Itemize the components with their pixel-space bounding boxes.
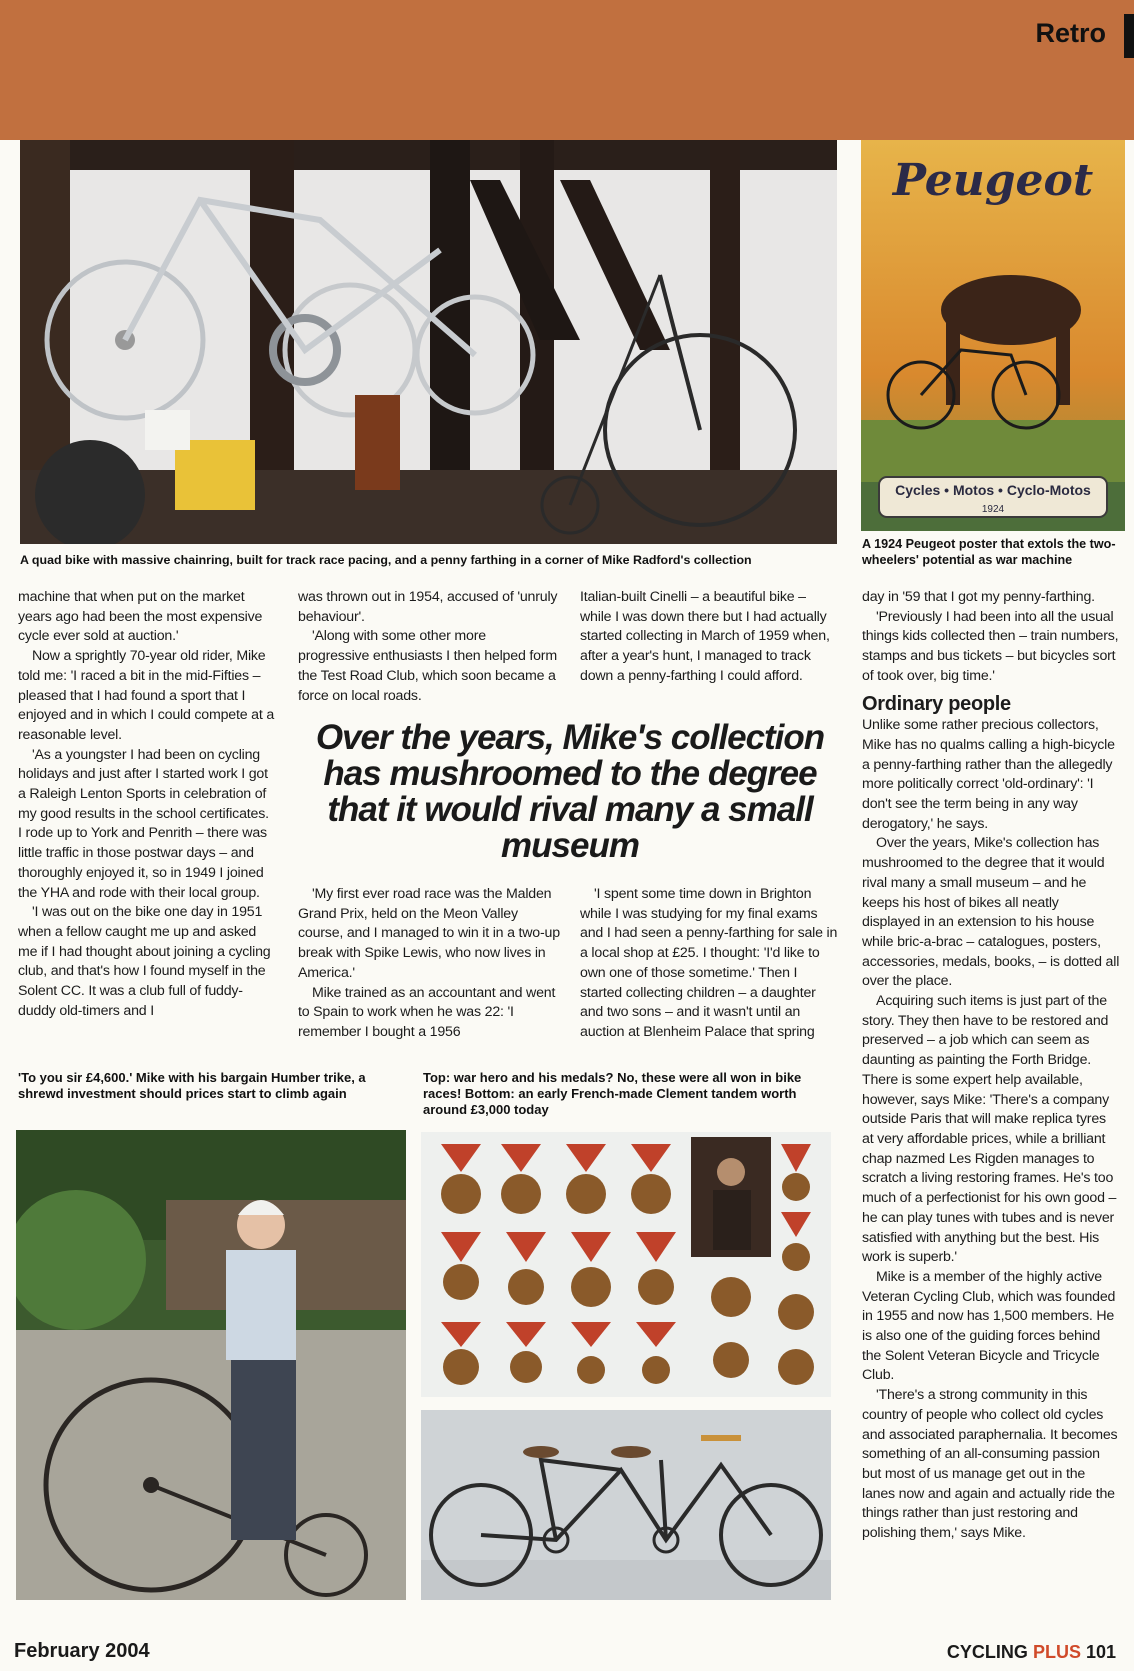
man-with-bike-photo xyxy=(16,1130,406,1600)
column-2-top xyxy=(298,588,558,706)
col1-para-2: Now a sprightly 70-year old rider, Mike told me: 'I raced a bit in the mid-Fifties – pleased that I had found a sport that I enjoyed and in which I could compete at a reasonable level. xyxy=(18,648,275,743)
medals-photo xyxy=(421,1132,831,1397)
col4-para-5: Acquiring such items is just part of the story. They then have to be restored and preserved – a job which can seem as daunting as painting the Forth Bridge. There is some expert help available, however, says Mike: 'There's a company outside Paris that will make replica tyres at very affordable prices, while a brilliant chap nazmed Les Rigden manages to scratch a living restoring frames. He's too much of a perfectionist for his own good – he can play tunes with tubes and is never satisfied with anything but the best. His work is superb.' xyxy=(862,993,1117,1266)
header-band xyxy=(0,0,1134,140)
peugeot-logo-text: Peugeot xyxy=(892,155,1094,206)
column-4 xyxy=(862,588,1120,1544)
col4-para-7: 'There's a strong community in this country of people who collect old cycles and associated paraphernalia. It becomes something of an all-consuming passion but most of us manage get out in the lanes now and again and actually ride the things rather than just restoring and polishing them,' says Mike. xyxy=(862,1387,1118,1542)
section-tag: Retro xyxy=(1035,18,1106,48)
col4-para-4: Over the years, Mike's collection has mushroomed to the degree that it would rival many a small museum – and he keeps his host of bikes all neatly displayed in an extension to his house while bric-a-brac – catalogues, posters, accessories, medals, books, – is dotted all over the place. xyxy=(862,835,1120,990)
col1-para-4: 'I was out on the bike one day in 1951 when a fellow caught me up and asked me if I had thought about joining a cycling club, and that's how I found myself in the Solent CC. It was a club full of fuddy-duddy old-timers and I xyxy=(18,904,271,1019)
subheading-ordinary-people: Ordinary people xyxy=(862,692,1011,715)
col1-para-1: machine that when put on the market years ago had been the most expensive cycle ever sold at auction.' xyxy=(18,589,263,645)
caption-humber: 'To you sir £4,600.' Mike with his bargain Humber trike, a shrewd investment should prices start to climb again xyxy=(18,1070,366,1101)
caption-peugeot: A 1924 Peugeot poster that extols the two-wheelers' potential as war machine xyxy=(862,537,1116,567)
col4-para-6: Mike is a member of the highly active Veteran Cycling Club, which was founded in 1955 and now has 1,500 members. He is also one of the guiding forces behind the Solent Veteran Bicycle and Tricycle Club. xyxy=(862,1268,1116,1384)
column-2-bottom xyxy=(298,885,560,1043)
pull-quote: Over the years, Mike's collection has mushroomed to the degree that it would rival many a small museum xyxy=(315,718,825,865)
poster-tagline: Cycles • Motos • Cyclo-Motos xyxy=(895,482,1091,498)
column-1 xyxy=(18,588,276,1021)
peugeot-poster-art xyxy=(861,140,1125,531)
caption-top-main: A quad bike with massive chainring, built for track race pacing, and a penny farthing in a corner of Mike Radford's collection xyxy=(20,553,752,567)
quad-bike-photo xyxy=(20,140,837,544)
col4-para-3: Unlike some rather precious collectors, Mike has no qualms calling a high-bicycle a penny-farthing rather than the allegedly more politically correct 'old-ordinary': 'I don't see the term being in any way derogatory,' he says. xyxy=(862,717,1115,832)
humber-trike-photo xyxy=(16,1130,406,1600)
magazine-name-accent: PLUS xyxy=(1032,1642,1081,1662)
col3-para-2: 'I spent some time down in Brighton while I was studying for my final exams and I had seen a penny-farthing for sale in a local shop at £25. I thought: 'I'd like to own one of those sometime.' Then I started collecting children – a daughter and two sons – and it wasn't until an auction at Blenheim Palace that spring xyxy=(580,886,838,1040)
poster-year: 1924 xyxy=(981,504,1005,515)
peugeot-poster xyxy=(861,140,1125,531)
col2-para-4: Mike trained as an accountant and went to Spain to work when he was 22: 'I remember I bought a 1956 xyxy=(298,984,556,1040)
top-main-photo xyxy=(20,140,837,544)
page-number: 101 xyxy=(1080,1642,1116,1662)
clement-tandem-image xyxy=(421,1410,831,1600)
medals-image xyxy=(421,1132,831,1397)
col1-para-3: 'As a youngster I had been on cycling holidays and just after I started work I got a Raleigh Lenton Sports in celebration of my good results in the school certificates. I rode up to York and Penrith – there was little traffic in those postwar days – and thoroughly enjoyed it, so in 1949 I joined the YHA and rode with their local group. xyxy=(18,746,269,901)
caption-medals-tandem: Top: war hero and his medals? No, these were all won in bike races! Bottom: an early French-made Clement tandem worth around £3,000 today xyxy=(423,1070,802,1117)
section-tag-bar xyxy=(1124,14,1134,58)
col2-para-2: 'Along with some other more progressive enthusiasts I then helped form the Test Road Club, which soon became a force on local roads. xyxy=(298,628,557,704)
col4-para-1: day in '59 that I got my penny-farthing. xyxy=(862,589,1095,605)
col2-para-1: was thrown out in 1954, accused of 'unruly behaviour'. xyxy=(298,589,558,625)
column-3-bottom xyxy=(580,885,842,1043)
col2-para-3: 'My first ever road race was the Malden Grand Prix, held on the Meon Valley course, and I managed to win it in a two-up break with Spike Lewis, who now lives in America.' xyxy=(298,886,560,981)
magazine-name: CYCLING xyxy=(946,1642,1033,1662)
column-3-top xyxy=(580,588,840,687)
footer-magazine xyxy=(947,1642,1116,1663)
col4-para-2: 'Previously I had been into all the usual things kids collected then – train numbers, stamps and bus tickets – but bicycles sort of took over, big time.' xyxy=(862,608,1119,684)
footer-date: February 2004 xyxy=(14,1640,150,1662)
tandem-photo xyxy=(421,1410,831,1600)
col3-para-1: Italian-built Cinelli – a beautiful bike – while I was down there but I had actually started collecting in March of 1959 when, after a year's hunt, I managed to track down a penny-farthing I could afford. xyxy=(580,589,830,684)
